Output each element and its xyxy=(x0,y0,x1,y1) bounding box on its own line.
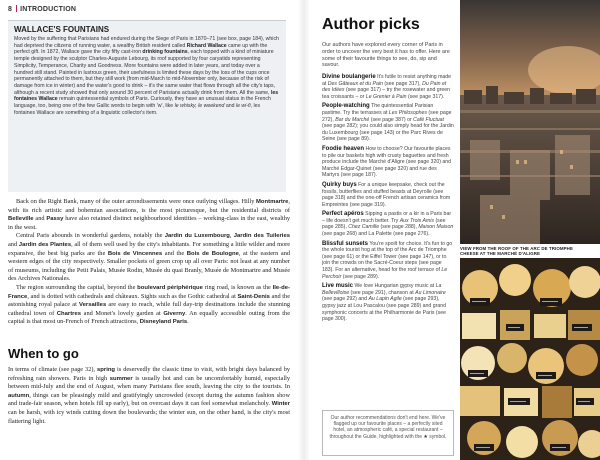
book-spine xyxy=(298,0,310,460)
author-pick-item: Foodie heaven How to choose? Our favourite places to pile our baskets high with crusty baguettes and fresh produce include the Marché d'Aligre (see page 320) and Marché Edgar-Quinet (see page 320) and rue des Martyrs (see page 187). xyxy=(322,145,452,179)
star-icon: ★ xyxy=(423,433,428,440)
author-pick-item: Divine boulangerie It's futile to resist anything made at Des Gâteaux et du Pain (see page 317), Du Pain et des Idées (see page 317) – try the rosewater and green tea croissants – or Le Grenier à Pain (see page 317). xyxy=(322,74,452,100)
box-title: WALLACE'S FOUNTAINS xyxy=(14,25,110,34)
when-to-go-text xyxy=(8,366,290,426)
author-picks-list xyxy=(322,74,454,326)
author-picks-intro: Our authors have explored every corner of Paris in order to uncover the very best it has to offer. Here are some of their favourite things to see, do, sip and savour. xyxy=(322,42,450,69)
author-pick-item: Perfect apéros Sipping a pastis or a kir in a Paris bar – life doesn't get much better. Try Aux Trois Amis (see page 285), Chez Camille (see page 288), Maison Maison (see page 268) and La Palette (see page 276). xyxy=(322,211,454,238)
paragraph-ile-de-france: The region surrounding the capital, beyond the boulevard périphérique ring road, is known as the Ile-de-France, and is dotted with cathedrals and châteaux. Sights such as the Gothic cathedral at Saint-Denis and the astonishing royal palace at Versailles are easy to reach, while full day-trip destinations include the stunning cathedral town of Chartres and Monet's lovely garden at Giverny. An equally accessible outing from the capital is that most un-French of French attractions, Disneyland Paris. xyxy=(8,283,291,326)
author-pick-item: Blissful sunsets You're spoilt for choice. It's fun to go the whole tourist hog at the top of the Arc de Triomphe (see page 61) or the Eiffel Tower (see page 147), or to join the crowds on the Sacré-Coeur steps (see page 183). For an alternative, head for the roof terrace of Le Perchoir (see page 289). xyxy=(322,240,453,280)
paragraph-climate: In terms of climate (see page 32), spring is deservedly the classic time to visit, with bright days balanced by refreshing rain showers. Paris in high summer is usually hot and can be uncomfortably humid, especially between mid-July and the end of August, when many Parisians flee south, leaving the city to the tourists. In autumn, things can be pleasingly mild and gratifyingly uncrowded (except during the autumn fashion show and trade-fair season, when hotels fill up early), but on overcast days it can feel somewhat melancholy. Winter can be harsh, with icy winds cutting down the boulevards; the winter sun, on the other hand, is the city's most flattering light. xyxy=(8,366,290,425)
sidebar-box-wallace-fountains xyxy=(8,20,286,192)
photo-caption xyxy=(460,246,600,256)
box-text: Moved by the suffering that Parisians had endured during the Siege of Paris in 1870–71 (see box, page 184), which had deprived the citizens of running water, a wealthy British resident called Richard Wallace came up with the perfect gift. In 1872, Wallace gave the city fifty cast-iron drinking fountains, each topped with a kind of miniature temple designed by the sculptor Charles-Auguste Lebourg, its roof supported by four caryatids representing Simplicity, Temperance, Charity and Goodness. More fountains were added in later years, and today over a hundred still stand. Painted in lustrous green, their usefulness is limited these days by the loss of the cups once permanently attached to them, but they still work (from mid-March to mid-November only, because of the risk of damage from ice in winter) and the water's good to drink – it's the same water that flows through all the city's taps, although a recent study showed that only around 30 percent of Parisians actually drink from them. All the same, les fontaines Wallace remain quintessential symbols of Paris. Curiously, they have an unusual status in the French language, too, being one of the few Gallic words to begin with 'w', like le whisky, le weekend and le wi-fi, les fontaines Wallace are something of a linguistic collector's item. xyxy=(14,36,279,116)
photo-cheese-market xyxy=(460,258,600,460)
section-title: INTRODUCTION xyxy=(20,6,77,13)
running-header xyxy=(8,5,76,13)
header-divider xyxy=(16,5,17,12)
left-page xyxy=(0,0,298,460)
caption-text: VIEW FROM THE ROOF OF THE ARC DE TRIOMPHE CHEESE AT THE MARCHÉ D'ALIGRE xyxy=(460,246,573,256)
recommendation-note: Our author recommendations don't end here. We've flagged up our favourite places – a perfectly sited hotel, an atmospheric café, a special restaurant – throughout the Guide, highlighted with the ★ symbol. xyxy=(322,410,454,456)
when-to-go-heading: When to go xyxy=(8,346,79,361)
body-text xyxy=(8,198,290,327)
paragraph-right-bank: Back on the Right Bank, many of the outer arrondissements were once outlying villages. Hilly Montmartre, with its rich artistic and bohemian associations, is the most picturesque, but the residential districts of Belleville and Passy have also retained distinct neighbourhood identities – working-class in the east, wealthy in the west. xyxy=(8,198,290,231)
author-pick-item: Quirky buys For a unique keepsake, check out the fossils, butterflies and stuffed beasts at Deyrolle (see page 318) and the one-off French artisan ceramics from Empreintes (see page 319). xyxy=(322,181,451,208)
author-picks-heading: Author picks xyxy=(322,16,420,33)
right-page xyxy=(310,0,600,460)
author-pick-item: People-watching The quintessential Parisian pastime. Try the terrasses at Les Philosophes (see page 272), Bar du Marché (see page 387) or Café Fluctuat (see page 282); you could also simply head for the Jardin du Luxembourg (see page 143) or the Parc Rives de Seine (see page 89). xyxy=(322,103,454,143)
page-number: 8 xyxy=(8,6,13,13)
photo-paris-rooftops xyxy=(460,0,600,244)
author-pick-item: Live music We love Hungarian gypsy music at La Bellevilloise (see page 291), chanson at Au Limonaire (see page 292) and Au Lapin Agile (see page 293), gypsy jazz at Lou Pascalou (see page 289) and grand symphonic concerts at the Philharmonie de Paris (see page 300). xyxy=(322,283,447,323)
paragraph-gardens: Central Paris abounds in wonderful gardens, notably the Jardin du Luxembourg, Jardin des Tuileries and Jardin des Plantes, all of them well used by the city's inhabitants. For something a little wilder and more expansive, the best big parks are the Bois de Vincennes and the Bois de Boulogne, at the eastern and western edges of the city respectively. Smaller pockets of green crop up all over Paris: not least at any number of museums, including the Petit Palais, Musée Rodin, Musée du quai Branly, Musée de Montmartre and Musée des Archives Nationales. xyxy=(8,232,291,283)
